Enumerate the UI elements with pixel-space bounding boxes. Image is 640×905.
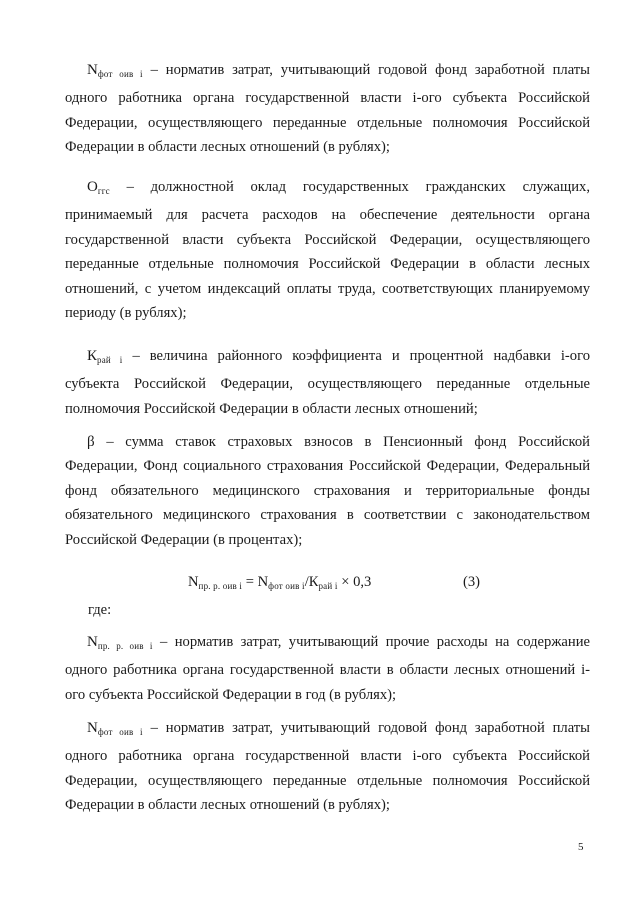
symbol: β: [87, 434, 95, 450]
definition-text: – сумма ставок страховых взносов в Пенсионный фонд Российской Федерации, Фонд социального страхования Российской Федерации, Федеральный фонд обязательного медицинского страхования и территориальные фонды обязательного медицинского страхования в соответствии с законодательством Российской Федерации (в процентах);: [65, 434, 590, 548]
symbol: О: [87, 179, 98, 195]
formula-number: (3): [463, 574, 481, 590]
definition-text: – величина районного коэффициента и процентной надбавки i-ого субъекта Российской Федерации, осуществляющего переданные отдельные полномочия Российской Федерации в области лесных отношений;: [65, 348, 591, 417]
definition-n-fot-oiv: [65, 58, 590, 160]
symbol-subscript: ггс: [97, 186, 110, 196]
symbol-subscript: фот оив i: [97, 727, 143, 737]
formula-3: [188, 570, 371, 598]
formula-rhs1-symbol: N: [257, 574, 269, 590]
definition-k-rai: [65, 344, 590, 421]
formula-tail: × 0,3: [337, 574, 372, 590]
definition-text: – норматив затрат, учитывающий годовой фонд заработной платы одного работника органа государственной власти i-ого субъекта Российской Федерации, осуществляющего переданные отдельные полномочия Российской Федерации в области лесных отношений (в рублях);: [65, 720, 590, 814]
formula-lhs-subscript: пр. р. оив i: [198, 581, 243, 591]
symbol-subscript: фот оив i: [97, 69, 143, 79]
where-label: где:: [88, 602, 112, 618]
symbol-subscript: пр. р. оив i: [97, 641, 153, 651]
formula-rhs2-subscript: рай i: [318, 581, 338, 591]
definition-n-fot-oiv-repeat: [65, 716, 590, 818]
definition-n-pr-r-oiv: [65, 630, 590, 707]
definition-text: – должностной оклад государственных гражданских служащих, принимаемый для расчета расходов на обеспечение деятельности органа государственной власти субъекта Российской Федерации, осуществляющего переданные отдельные полномочия Российской Федерации в области лесных отношений, с учетом индексаций оплаты труда, соответствующих планируемому периоду (в рублях);: [65, 179, 590, 322]
symbol-subscript: рай i: [97, 355, 123, 365]
page-number: 5: [578, 841, 584, 853]
definition-text: – норматив затрат, учитывающий годовой фонд заработной платы одного работника органа государственной власти i-ого субъекта Российской Федерации, осуществляющего переданные отдельные полномочия Российской Федерации в области лесных отношений (в рублях);: [65, 62, 590, 156]
formula-slash: /: [304, 574, 309, 590]
formula-rhs2-symbol: К: [308, 574, 319, 590]
symbol: N: [87, 720, 98, 736]
formula-rhs1-subscript: фот оив i: [268, 581, 305, 591]
definition-beta: [65, 430, 590, 552]
symbol: К: [87, 348, 98, 364]
symbol: N: [87, 634, 98, 650]
definition-text: – норматив затрат, учитывающий прочие расходы на содержание одного работника органа государственной власти в области лесных отношений i-ого субъекта Российской Федерации в год (в рублях);: [65, 634, 590, 703]
symbol: N: [87, 62, 98, 78]
formula-equals: =: [242, 574, 258, 590]
definition-o-ggs: [65, 175, 590, 325]
formula-lhs-symbol: N: [188, 574, 199, 590]
